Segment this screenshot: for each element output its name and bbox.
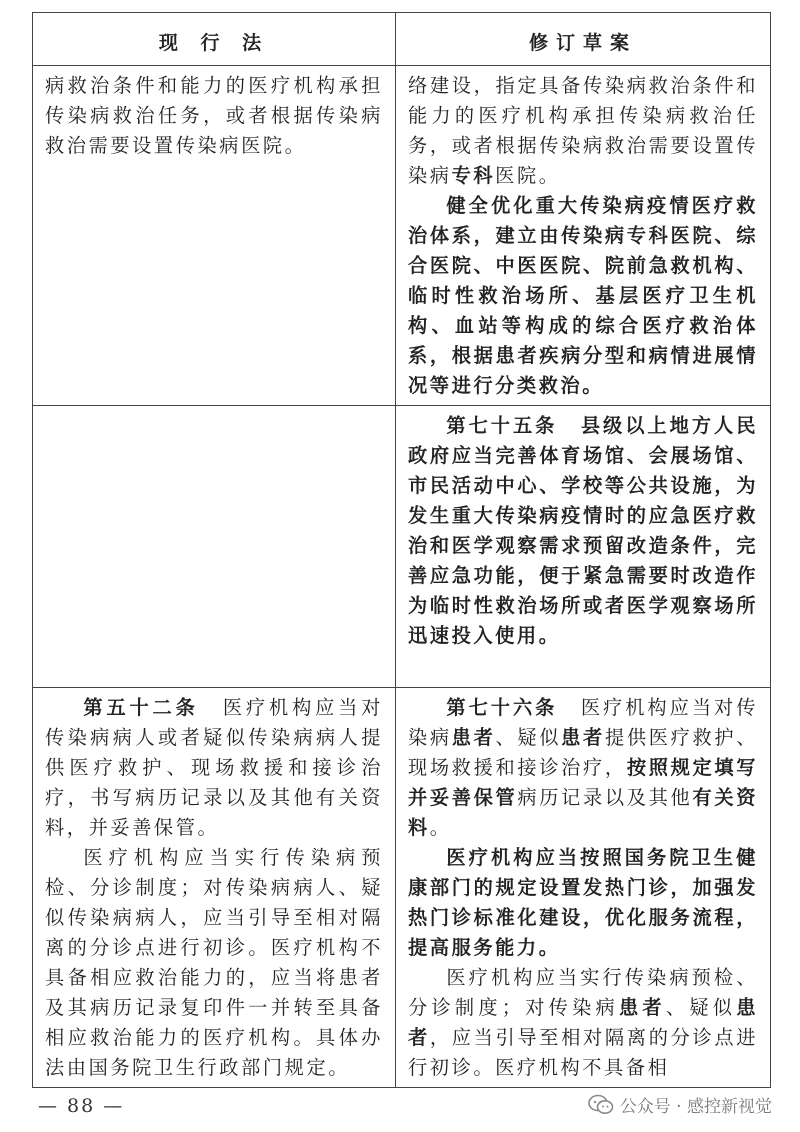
revised-insertion: 患者 [618,996,666,1019]
revised-insertion: 有关资料 [408,786,758,839]
wechat-icon [588,1094,614,1116]
header-current-law: 现 行 法 [33,13,396,66]
text-span: 医院。 [495,164,561,187]
document-page [32,12,770,1080]
revised-insertion: 患者 [561,726,605,749]
current-law-paragraph: 病救治条件和能力的医疗机构承担传染病救治任务，或者根据传染病救治需要设置传染病医院。 [45,74,383,157]
table-header-row [33,13,771,66]
revised-paragraph [408,963,758,1083]
text-span: 、疑似 [495,726,562,749]
text-span: 。 [429,816,452,839]
revised-draft-cell [396,66,771,406]
article-text: 县级以上地方人民政府应当完善体育场馆、会展场馆、市民活动中心、学校等公共设施，为发生重大传染病疫情时的应急医疗救治和医学观察需求预留改造条件，完善应急功能，便于紧急需要时改造作为临时性救治场所或者医学观察场所迅速投入使用。 [408,414,759,647]
text-span: 络建设，指定具备传染病救治条件和能力的医疗机构承担传染病救治任务，或者根据传染病救治需要设置传染病 [408,74,758,187]
text-span: 、疑似 [665,996,737,1019]
table-row [33,688,771,1088]
text-span: ，应当引导至相对隔离的分诊点进行初诊。医疗机构不具备相 [408,1026,759,1079]
current-law-paragraph [45,693,383,843]
article-number: 第五十二条 [83,696,199,719]
revised-insertion: 专科 [451,164,496,187]
text-span: 医疗机构应当对传染病 [408,696,759,749]
revised-paragraph [408,71,758,191]
table-row [33,66,771,406]
watermark-text: 公众号 · 感控新视觉 [619,1097,772,1117]
current-law-cell [33,66,396,406]
header-revised-draft: 修订草案 [396,13,771,66]
revised-insertion-paragraph [408,411,758,651]
page-number: — 88 — [38,1095,125,1117]
text-span: 医疗机构应当实行传染病预检、分诊制度；对传染病 [408,966,758,1019]
revised-insertion: 患者 [408,996,758,1049]
article-number: 第七十五条 [446,414,558,437]
text-span: 病历记录以及其他 [517,786,693,809]
article-text: 医疗机构应当对传染病病人或者疑似传染病病人提供医疗救护、现场救援和接诊治疗，书写病历记录以及其他有关资料，并妥善保管。 [45,696,384,839]
comparison-table [32,12,771,1088]
watermark [588,1092,772,1117]
article-number: 第七十六条 [446,696,558,719]
revised-insertion-paragraph: 医疗机构应当按照国务院卫生健康部门的规定设置发热门诊，加强发热门诊标准化建设，优化服务流程，提高服务能力。 [408,846,758,959]
revised-draft-cell [396,688,771,1088]
revised-paragraph [408,693,758,843]
revised-insertion: 患者 [451,726,496,749]
revised-insertion-paragraph: 健全优化重大传染病疫情医疗救治体系，建立由传染病专科医院、综合医院、中医医院、院前急救机构、临时性救治场所、基层医疗卫生机构、血站等构成的综合医疗救治体系，根据患者疾病分型和病情进展情况等进行分类救治。 [408,194,758,397]
revised-draft-cell [396,406,771,688]
current-law-cell [33,688,396,1088]
table-row [33,406,771,688]
text-span: 提供医疗救护、现场救援和接诊治疗， [408,726,758,779]
current-law-paragraph: 医疗机构应当实行传染病预检、分诊制度；对传染病病人、疑似传染病病人，应当引导至相对隔离的分诊点进行初诊。医疗机构不具备相应救治能力的，应当将患者及其病历记录复印件一并转至具备相应救治能力的医疗机构。具体办法由国务院卫生行政部门规定。 [45,846,383,1079]
current-law-cell [33,406,396,688]
revised-insertion: 按照规定填写并妥善保管 [408,756,759,809]
